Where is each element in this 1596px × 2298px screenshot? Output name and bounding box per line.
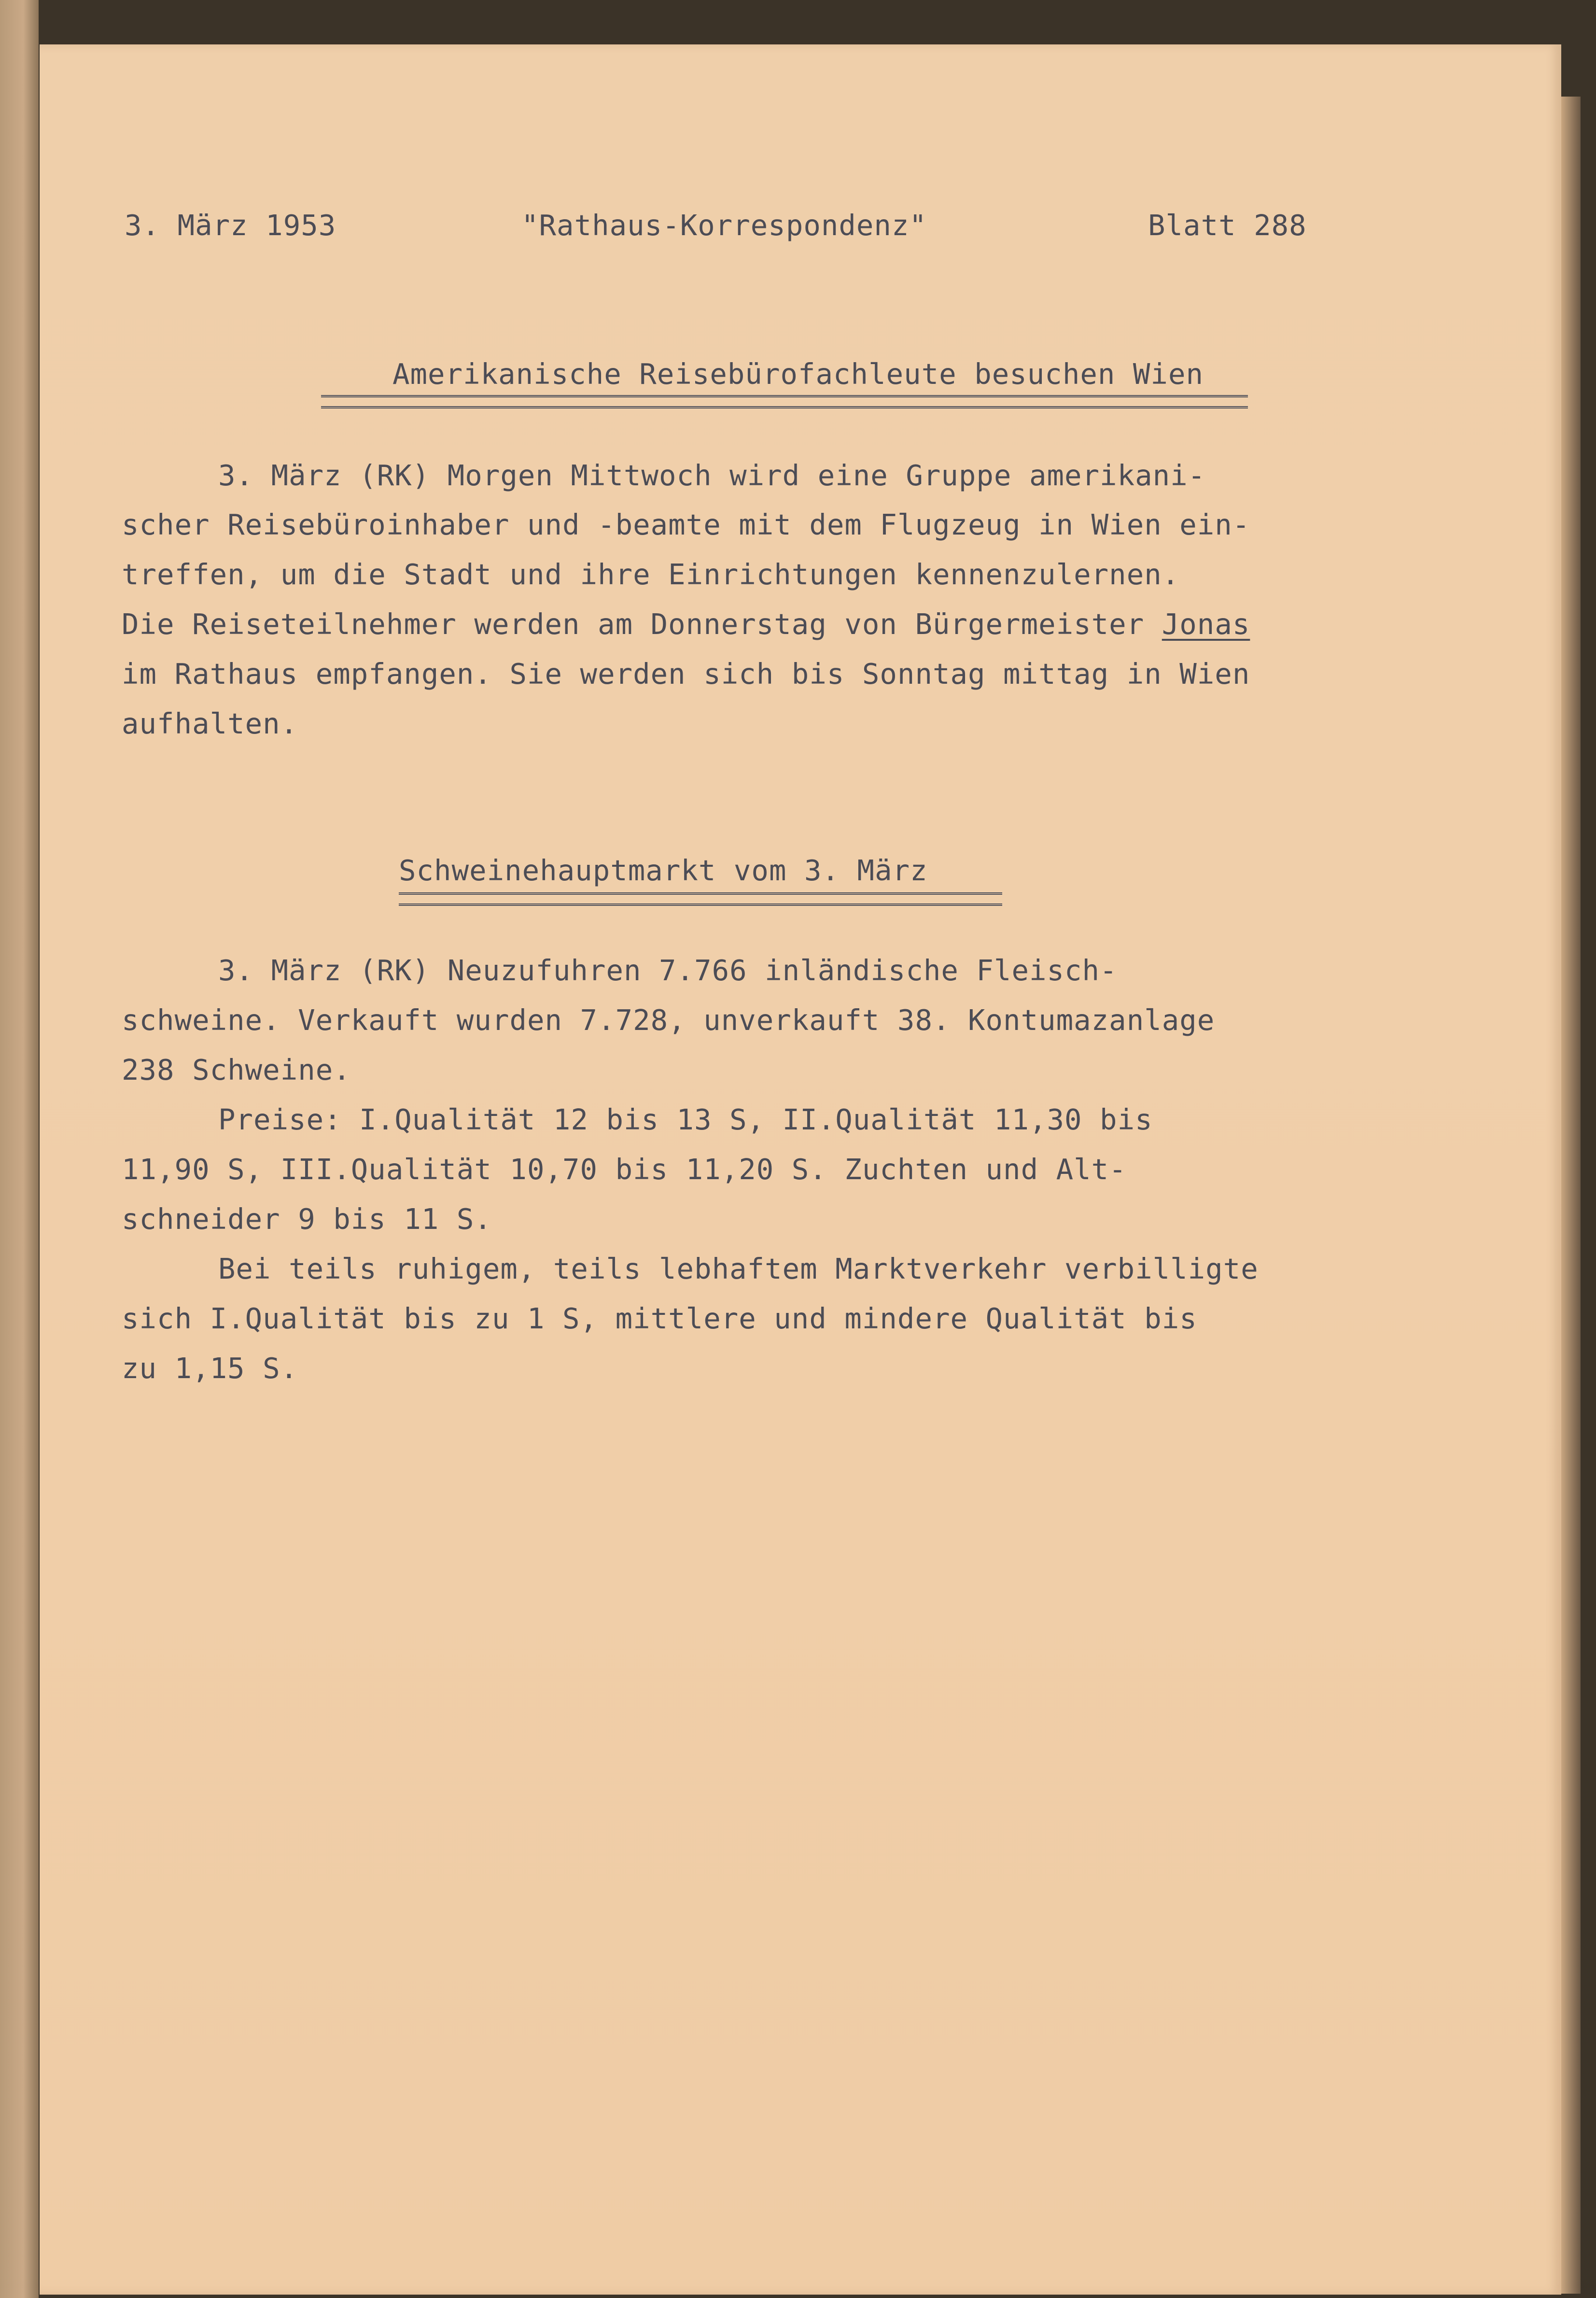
article1-line: treffen, um die Stadt und ihre Einrichtungen kennenzulernen.: [122, 558, 1180, 591]
article1-line-text: Die Reiseteilnehmer werden am Donnerstag von Bürgermeister: [122, 607, 1162, 641]
header-date: 3. März 1953: [125, 209, 336, 242]
article2-line: schneider 9 bis 11 S.: [122, 1202, 492, 1236]
article2-title: Schweinehauptmarkt vom 3. März: [399, 854, 928, 887]
article2-line: 3. März (RK) Neuzufuhren 7.766 inländische Fleisch-: [218, 954, 1118, 987]
article2-line: Bei teils ruhigem, teils lebhaftem Marktverkehr verbilligte: [218, 1252, 1259, 1285]
article2-line: 238 Schweine.: [122, 1053, 351, 1086]
article2-line: schweine. Verkauft wurden 7.728, unverkauft 38. Kontumazanlage: [122, 1003, 1215, 1037]
article1-title: Amerikanische Reisebürofachleute besuchen Wien: [392, 357, 1204, 391]
article2-line: Preise: I.Qualität 12 bis 13 S, II.Qualität 11,30 bis: [218, 1103, 1153, 1136]
page-edge-shadow: [1561, 97, 1581, 2294]
article2-title-rule: [399, 892, 1002, 906]
article1-line: scher Reisebüroinhaber und -beamte mit dem Flugzeug in Wien ein-: [122, 508, 1250, 541]
header-publication: "Rathaus-Korrespondenz": [521, 209, 927, 242]
article1-line: aufhalten.: [122, 707, 298, 740]
article1-line: 3. März (RK) Morgen Mittwoch wird eine Gruppe amerikani-: [218, 459, 1206, 492]
article2-line: zu 1,15 S.: [122, 1352, 298, 1385]
article1-line: [122, 607, 1250, 641]
article2-line: 11,90 S, III.Qualität 10,70 bis 11,20 S. Zuchten und Alt-: [122, 1153, 1127, 1186]
mayor-name: Jonas: [1162, 607, 1250, 641]
article1-line: im Rathaus empfangen. Sie werden sich bis Sonntag mittag in Wien: [122, 657, 1250, 691]
article2-line: sich I.Qualität bis zu 1 S, mittlere und mindere Qualität bis: [122, 1302, 1197, 1335]
article1-title-rule: [321, 395, 1248, 409]
header-sheet-number: Blatt 288: [1148, 209, 1307, 242]
facing-page-edge: [0, 0, 39, 2298]
